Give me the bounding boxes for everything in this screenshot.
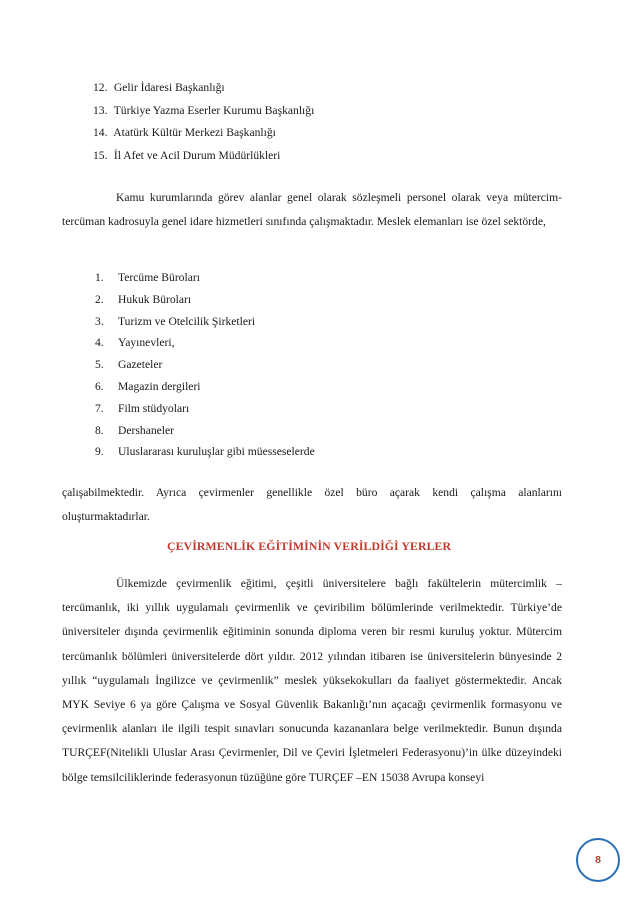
page-number: 8 [595, 854, 601, 866]
list-item [95, 378, 315, 400]
section-heading: ÇEVİRMENLİK EĞİTİMİNİN VERİLDİĞİ YERLER [167, 539, 452, 553]
list-item [95, 400, 315, 422]
list-item-number: 2. [95, 292, 104, 306]
paragraph-public-sector: Kamu kurumlarında görev alanlar genel olarak sözleşmeli personel olarak veya mütercim-tercüman kadrosuyla genel idare hizmetleri sınıfında çalışmaktadır. Meslek elemanları ise özel sektörde, [62, 191, 562, 228]
list-item [93, 102, 314, 125]
list-item-number: 8. [95, 423, 104, 437]
list-item-number: 12. [93, 81, 108, 94]
list-item-number: 1. [95, 271, 104, 284]
list-item-text: Gelir İdaresi Başkanlığı [113, 81, 225, 94]
list-item-text: Film stüdyoları [118, 401, 190, 415]
list-item-number: 6. [95, 379, 104, 393]
list-item [95, 422, 315, 444]
list-item [93, 79, 314, 102]
list-item-number: 4. [95, 336, 104, 350]
list-item [93, 124, 314, 147]
list-item-text: Dershaneler [118, 423, 175, 437]
list-item-text: İl Afet ve Acil Durum Müdürlükleri [113, 148, 281, 162]
list-item [95, 313, 315, 335]
list-item-text: Turizm ve Otelcilik Şirketleri [118, 314, 256, 328]
continued-institution-list [93, 79, 314, 169]
paragraph-education: Ülkemizde çevirmenlik eğitimi, çeşitli üniversitelere bağlı fakültelerin mütercimlik – tercümanlık, iki yıllık uygulamalı çevirmenlik ve çeviribilim bölümlerinde verilmektedir. Türkiye’de üniversiteler dışında çevirmenlik eğitiminin sonunda diploma veren bir resmi kuruluş yoktur. Mütercim tercümanlık bölümleri üniversitelerde dört yıldır. 2012 yılından itibaren ise üniversitelerin bünyesinde 2 yıllık “uygulamalı İngilizce ve çevirmenlik” meslek yüksekokulları da faaliyet göstermektedir. Ancak MYK Seviye 6 ya göre Çalışma ve Sosyal Güvenlik Bakanlığı’nın açacağı çevirmenlik formasyonu ve çevirmenlik alanları ile ilgili tespit sınavları sonucunda kazananlara belge verilmektedir. Bunun dışında TURÇEF(Nitelikli Uluslar Arası Çevirmenler, Dil ve Çeviri İşletmeleri Federasyonu)’in ülke düzeyindeki bölge temsilciliklerinde federasyonun tüzüğüne göre TURÇEF –EN 15038 Avrupa konseyi [62, 577, 562, 784]
list-item [95, 334, 315, 356]
list-item [95, 291, 315, 313]
list-item [93, 147, 314, 170]
list-item-number: 7. [95, 401, 104, 415]
list-item-number: 14. [93, 126, 108, 139]
list-item-number: 15. [93, 148, 108, 162]
list-item-text: Gazeteler [118, 358, 163, 372]
paragraph-private-sector: çalışabilmektedir. Ayrıca çevirmenler genellikle özel büro açarak kendi çalışma alanlarını oluşturmaktadırlar. [62, 486, 562, 523]
list-item-number: 5. [95, 358, 104, 372]
list-item-text: Hukuk Büroları [118, 292, 192, 306]
list-item-number: 13. [93, 103, 108, 117]
list-item-number: 3. [95, 314, 104, 328]
list-item-text: Atatürk Kültür Merkezi Başkanlığı [113, 126, 276, 139]
list-item [95, 356, 315, 378]
list-item [95, 269, 315, 291]
list-item-text: Türkiye Yazma Eserler Kurumu Başkanlığı [113, 103, 315, 117]
list-item-text: Tercüme Büroları [118, 271, 200, 284]
list-item [95, 443, 315, 465]
list-item-text: Uluslararası kuruluşlar gibi müesseselerde [118, 445, 315, 459]
private-sector-list [95, 269, 315, 465]
list-item-text: Yayınevleri, [118, 336, 175, 350]
list-item-text: Magazin dergileri [118, 379, 201, 393]
page-number-badge [576, 838, 620, 882]
list-item-number: 9. [95, 445, 104, 459]
